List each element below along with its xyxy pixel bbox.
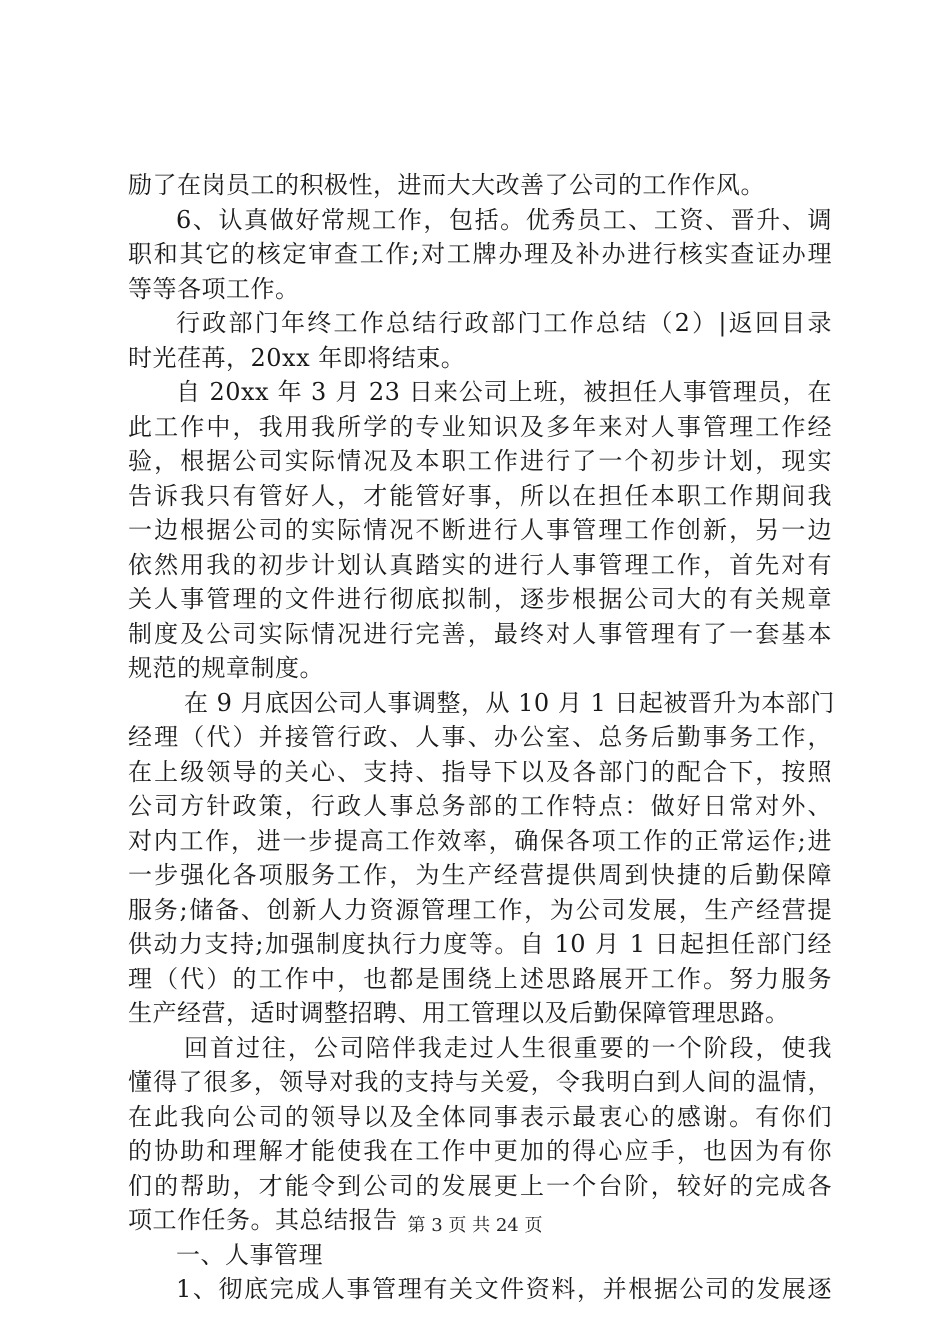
text-line: 依然用我的初步计划认真踏实的进行人事管理工作，首先对有 <box>128 550 832 579</box>
text-line: 6、认真做好常规工作，包括。优秀员工、工资、晋升、调 <box>176 205 832 234</box>
text-line: 行政部门年终工作总结行政部门工作总结（2）|返回目录 <box>176 309 832 337</box>
text-line: 一步强化各项服务工作，为生产经营提供周到快捷的后勤保障 <box>128 861 832 889</box>
section-heading: 一、人事管理 <box>176 1240 323 1269</box>
text-line: 服务;储备、创新人力资源管理工作，为公司发展，生产经营提 <box>128 895 832 924</box>
text-line: 验，根据公司实际情况及本职工作进行了一个初步计划，现实 <box>128 447 832 475</box>
text-line: 时光荏苒，20xx 年即将结束。 <box>128 343 466 372</box>
page-footer: 第 3 页 共 24 页 <box>407 1215 543 1236</box>
text-line: 此工作中，我用我所学的专业知识及多年来对人事管理工作经 <box>128 412 832 441</box>
text-line: 在上级领导的关心、支持、指导下以及各部门的配合下，按照 <box>128 757 832 786</box>
text-line: 自 20xx 年 3 月 23 日来公司上班，被担任人事管理员，在 <box>176 378 832 406</box>
text-line: 励了在岗员工的积极性，进而大大改善了公司的工作作风。 <box>128 171 765 199</box>
text-line: 一边根据公司的实际情况不断进行人事管理工作创新，另一边 <box>128 516 832 544</box>
document-body <box>128 168 835 1307</box>
text-line: 懂得了很多，领导对我的支持与关爱，令我明白到人间的温情， <box>128 1068 832 1096</box>
text-line: 回首过往，公司陪伴我走过人生很重要的一个阶段，使我 <box>184 1033 832 1062</box>
text-line: 理（代）的工作中，也都是围绕上述思路展开工作。努力服务 <box>128 964 832 993</box>
text-line: 生产经营，适时调整招聘、用工管理以及后勤保障管理思路。 <box>128 999 790 1027</box>
text-line: 供动力支持;加强制度执行力度等。自 10 月 1 日起担任部门经 <box>128 930 832 958</box>
text-line: 在此我向公司的领导以及全体同事表示最衷心的感谢。有你们 <box>128 1102 832 1131</box>
text-line: 制度及公司实际情况进行完善，最终对人事管理有了一套基本 <box>128 619 832 648</box>
text-line: 经理（代）并接管行政、人事、办公室、总务后勤事务工作， <box>128 723 832 751</box>
text-line: 告诉我只有管好人，才能管好事，所以在担任本职工作期间我 <box>128 481 832 510</box>
text-line: 等等各项工作。 <box>128 274 300 303</box>
text-line: 关人事管理的文件进行彻底拟制，逐步根据公司大的有关规章 <box>128 585 832 613</box>
text-line: 的协助和理解才能使我在工作中更加的得心应手，也因为有你 <box>128 1137 832 1165</box>
text-line: 职和其它的核定审查工作;对工牌办理及补办进行核实查证办理 <box>128 240 832 268</box>
text-line: 规范的规章制度。 <box>128 654 324 682</box>
text-line: 项工作任务。其总结报告 <box>128 1206 398 1234</box>
text-line: 们的帮助，才能令到公司的发展更上一个台阶，较好的完成各 <box>128 1171 832 1200</box>
text-line: 对内工作，进一步提高工作效率，确保各项工作的正常运作;进 <box>128 826 832 855</box>
text-line: 公司方针政策，行政人事总务部的工作特点：做好日常对外、 <box>128 792 832 820</box>
text-line: 在 9 月底因公司人事调整，从 10 月 1 日起被晋升为本部门 <box>184 688 835 717</box>
text-line: 1、彻底完成人事管理有关文件资料，并根据公司的发展逐 <box>176 1275 832 1303</box>
